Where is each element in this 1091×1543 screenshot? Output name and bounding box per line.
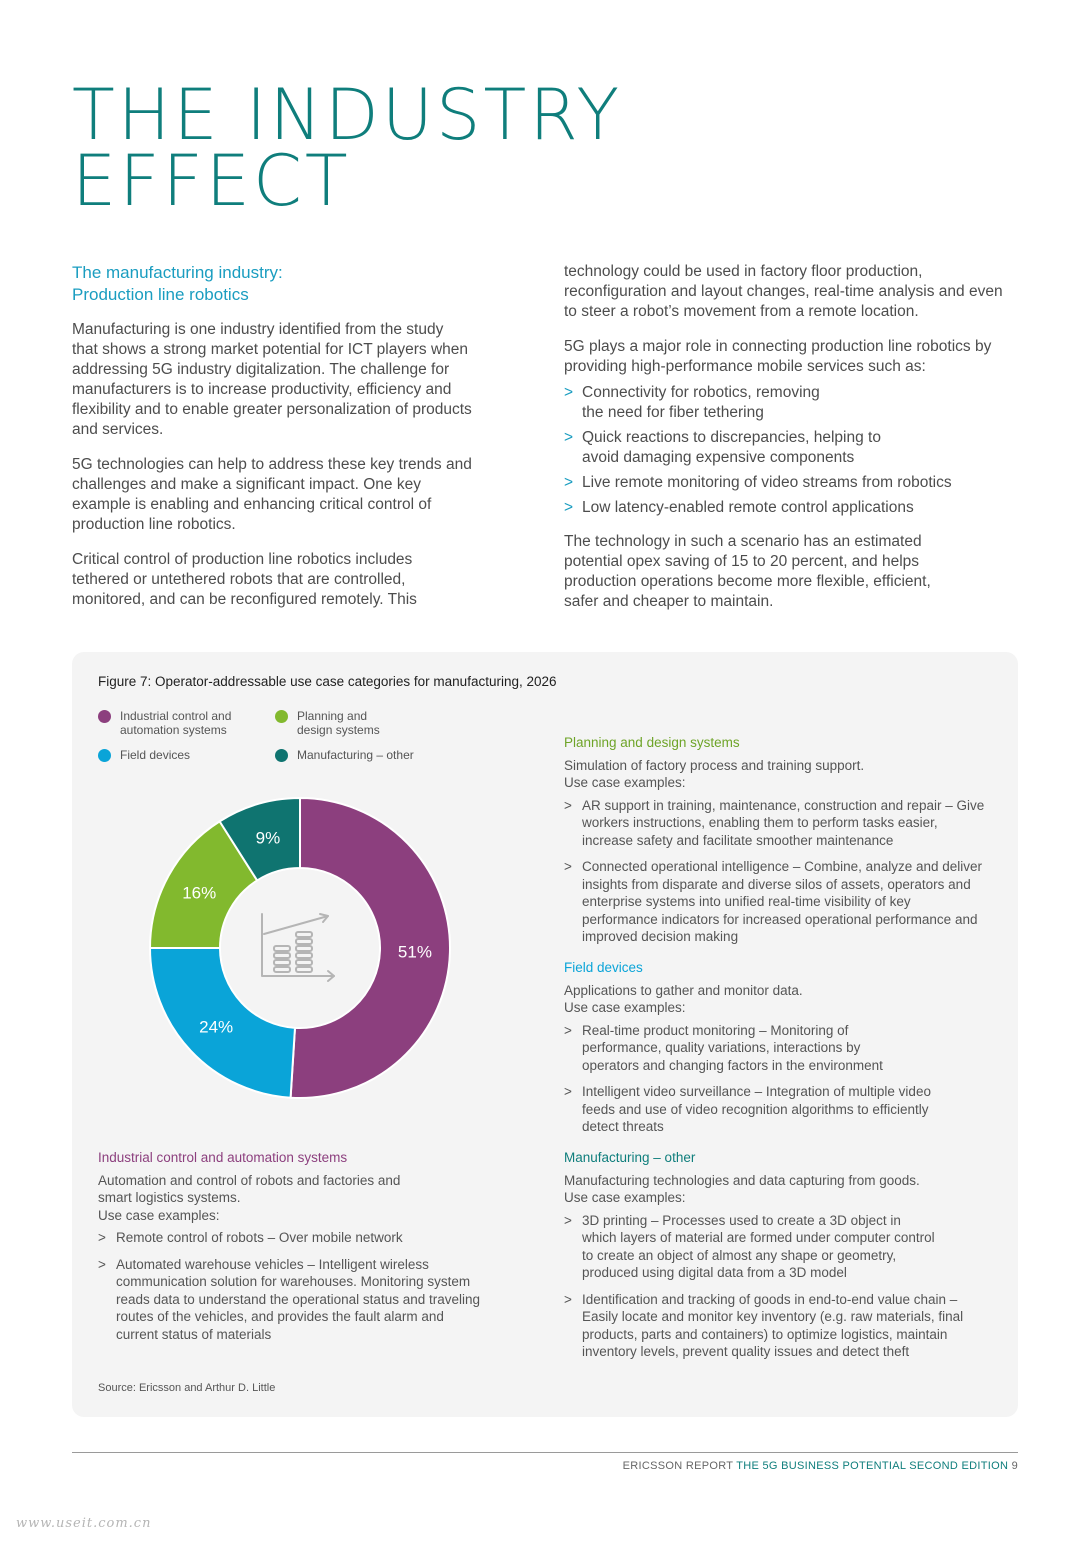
use-case-label: Use case examples: — [98, 1207, 220, 1223]
legend-label: Industrial control and automation systems — [120, 709, 232, 737]
use-case-list — [564, 797, 989, 946]
figure-title: Figure 7: Operator-addressable use case categories for manufacturing, 2026 — [98, 674, 557, 689]
legend-label: Field devices — [120, 748, 191, 762]
use-case-list — [98, 1229, 498, 1343]
figure-source: Source: Ericsson and Arthur D. Little — [98, 1382, 276, 1394]
list-item: > Automated warehouse vehicles – Intelligent wireless communication solution for warehouses. Monitoring system reads data to understand the operational status and traveling routes of the vehicles, and provides the fault alarm and current status of materials — [98, 1256, 483, 1344]
use-case-label: Use case examples: — [564, 1190, 686, 1205]
list-item: > Identification and tracking of goods in end-to-end value chain – Easily locate and monitor key inventory (e.g. raw materials, final products, parts and containers) to optimize logistics, maintain inventory levels, prevent quality issues and detect theft — [564, 1291, 989, 1361]
legend-label: Planning and design systems — [297, 709, 380, 737]
figure-panel — [72, 652, 1018, 1417]
watermark: www.useit.com.cn — [16, 1516, 152, 1531]
section-subhead — [72, 262, 472, 306]
legend-label: Manufacturing – other — [297, 748, 414, 762]
list-item: > Connected operational intelligence – Combine, analyze and deliver insights from disparate and diverse silos of assets, operators and enterprise systems into unified real-time visibility of key performance indicators for increased operational performance and improved decision making — [564, 858, 989, 946]
benefit-list — [564, 383, 1014, 518]
use-case-list — [564, 1212, 989, 1361]
section-intro: Simulation of factory process and training support. — [564, 757, 865, 773]
list-item: > Remote control of robots – Over mobile network — [98, 1229, 498, 1247]
list-item: > Quick reactions to discrepancies, helping to avoid damaging expensive components — [564, 428, 914, 468]
section-heading: Industrial control and automation systems — [98, 1150, 348, 1165]
body-paragraph: Manufacturing is one industry identified from the study that shows a strong market potential for ICT players when addressing 5G industry digitalization. The challenge for manufacturers is to increase productivity, efficiency and flexibility and to enable greater personalization of products and services. — [72, 321, 472, 438]
page-footer — [623, 1460, 1018, 1472]
list-item: > Intelligent video surveillance – Integration of multiple video feeds and use of video recognition algorithms to efficiently detect threats — [564, 1083, 964, 1136]
body-paragraph: technology could be used in factory floor production, reconfiguration and layout changes, real-time analysis and even to steer a robot’s movement from a remote location. — [564, 263, 1003, 320]
list-item: > Real-time product monitoring – Monitoring of performance, quality variations, interactions by operators and changing factors in the environment — [564, 1022, 914, 1075]
section-intro: Manufacturing technologies and data capturing from goods. — [564, 1172, 920, 1188]
use-case-label: Use case examples: — [564, 775, 686, 790]
list-item: > Live remote monitoring of video streams from robotics — [564, 473, 1014, 493]
footer-report-label: ERICSSON REPORT — [622, 1460, 734, 1472]
slice-label: 24% — [199, 1017, 234, 1037]
section-field — [564, 959, 989, 1150]
body-paragraph: 5G technologies can help to address these key trends and challenges and make a significant impact. One key example is enabling and enhancing critical control of production line robotics. — [72, 456, 472, 533]
slice-label: 51% — [397, 942, 432, 962]
section-intro: Applications to gather and monitor data. — [564, 982, 803, 998]
section-other — [564, 1149, 989, 1375]
donut-chart — [72, 652, 492, 1132]
title-line-1: THE INDUSTRY — [72, 74, 623, 156]
footer-edition: THE 5G BUSINESS POTENTIAL SECOND EDITION — [736, 1460, 1009, 1472]
title-line-2: EFFECT — [72, 140, 351, 222]
list-item: > AR support in training, maintenance, construction and repair – Give workers instructions, enabling them to perform tasks easier, increase safety and facilitate smoother maintenance — [564, 797, 989, 850]
page-number: 9 — [1011, 1460, 1018, 1472]
footer-divider — [72, 1452, 1018, 1453]
page-title — [72, 74, 623, 222]
body-paragraph: The technology in such a scenario has an estimated potential opex saving of 15 to 20 percent, and helps production operations become more flexible, efficient, safer and cheaper to maintain. — [564, 533, 931, 610]
section-planning — [564, 734, 989, 960]
body-paragraph: 5G plays a major role in connecting production line robotics by providing high-performance mobile services such as: — [564, 338, 992, 375]
subhead-line-1: The manufacturing industry: — [72, 263, 283, 282]
right-column — [564, 262, 1014, 627]
left-column — [72, 262, 472, 625]
section-heading: Planning and design systems — [564, 735, 740, 750]
slice-label: 9% — [255, 828, 281, 848]
section-industrial — [98, 1149, 498, 1357]
list-item: > Connectivity for robotics, removing the need for fiber tethering — [564, 383, 844, 423]
use-case-list — [564, 1022, 989, 1136]
body-paragraph: Critical control of production line robotics includes tethered or untethered robots that are controlled, monitored, and can be reconfigured remotely. This — [72, 551, 417, 608]
slice-label: 16% — [182, 883, 217, 903]
section-heading: Field devices — [564, 960, 643, 975]
donut-hole — [221, 869, 379, 1027]
section-intro: Automation and control of robots and factories and smart logistics systems. — [98, 1172, 401, 1205]
subhead-line-2: Production line robotics — [72, 285, 249, 304]
list-item: > 3D printing – Processes used to create a 3D object in which layers of material are formed under computer control to create an object of almost any shape or geometry, produced using digital data from a 3D model — [564, 1212, 939, 1282]
section-heading: Manufacturing – other — [564, 1150, 696, 1165]
list-item: > Low latency-enabled remote control applications — [564, 498, 1014, 518]
use-case-label: Use case examples: — [564, 1000, 686, 1015]
